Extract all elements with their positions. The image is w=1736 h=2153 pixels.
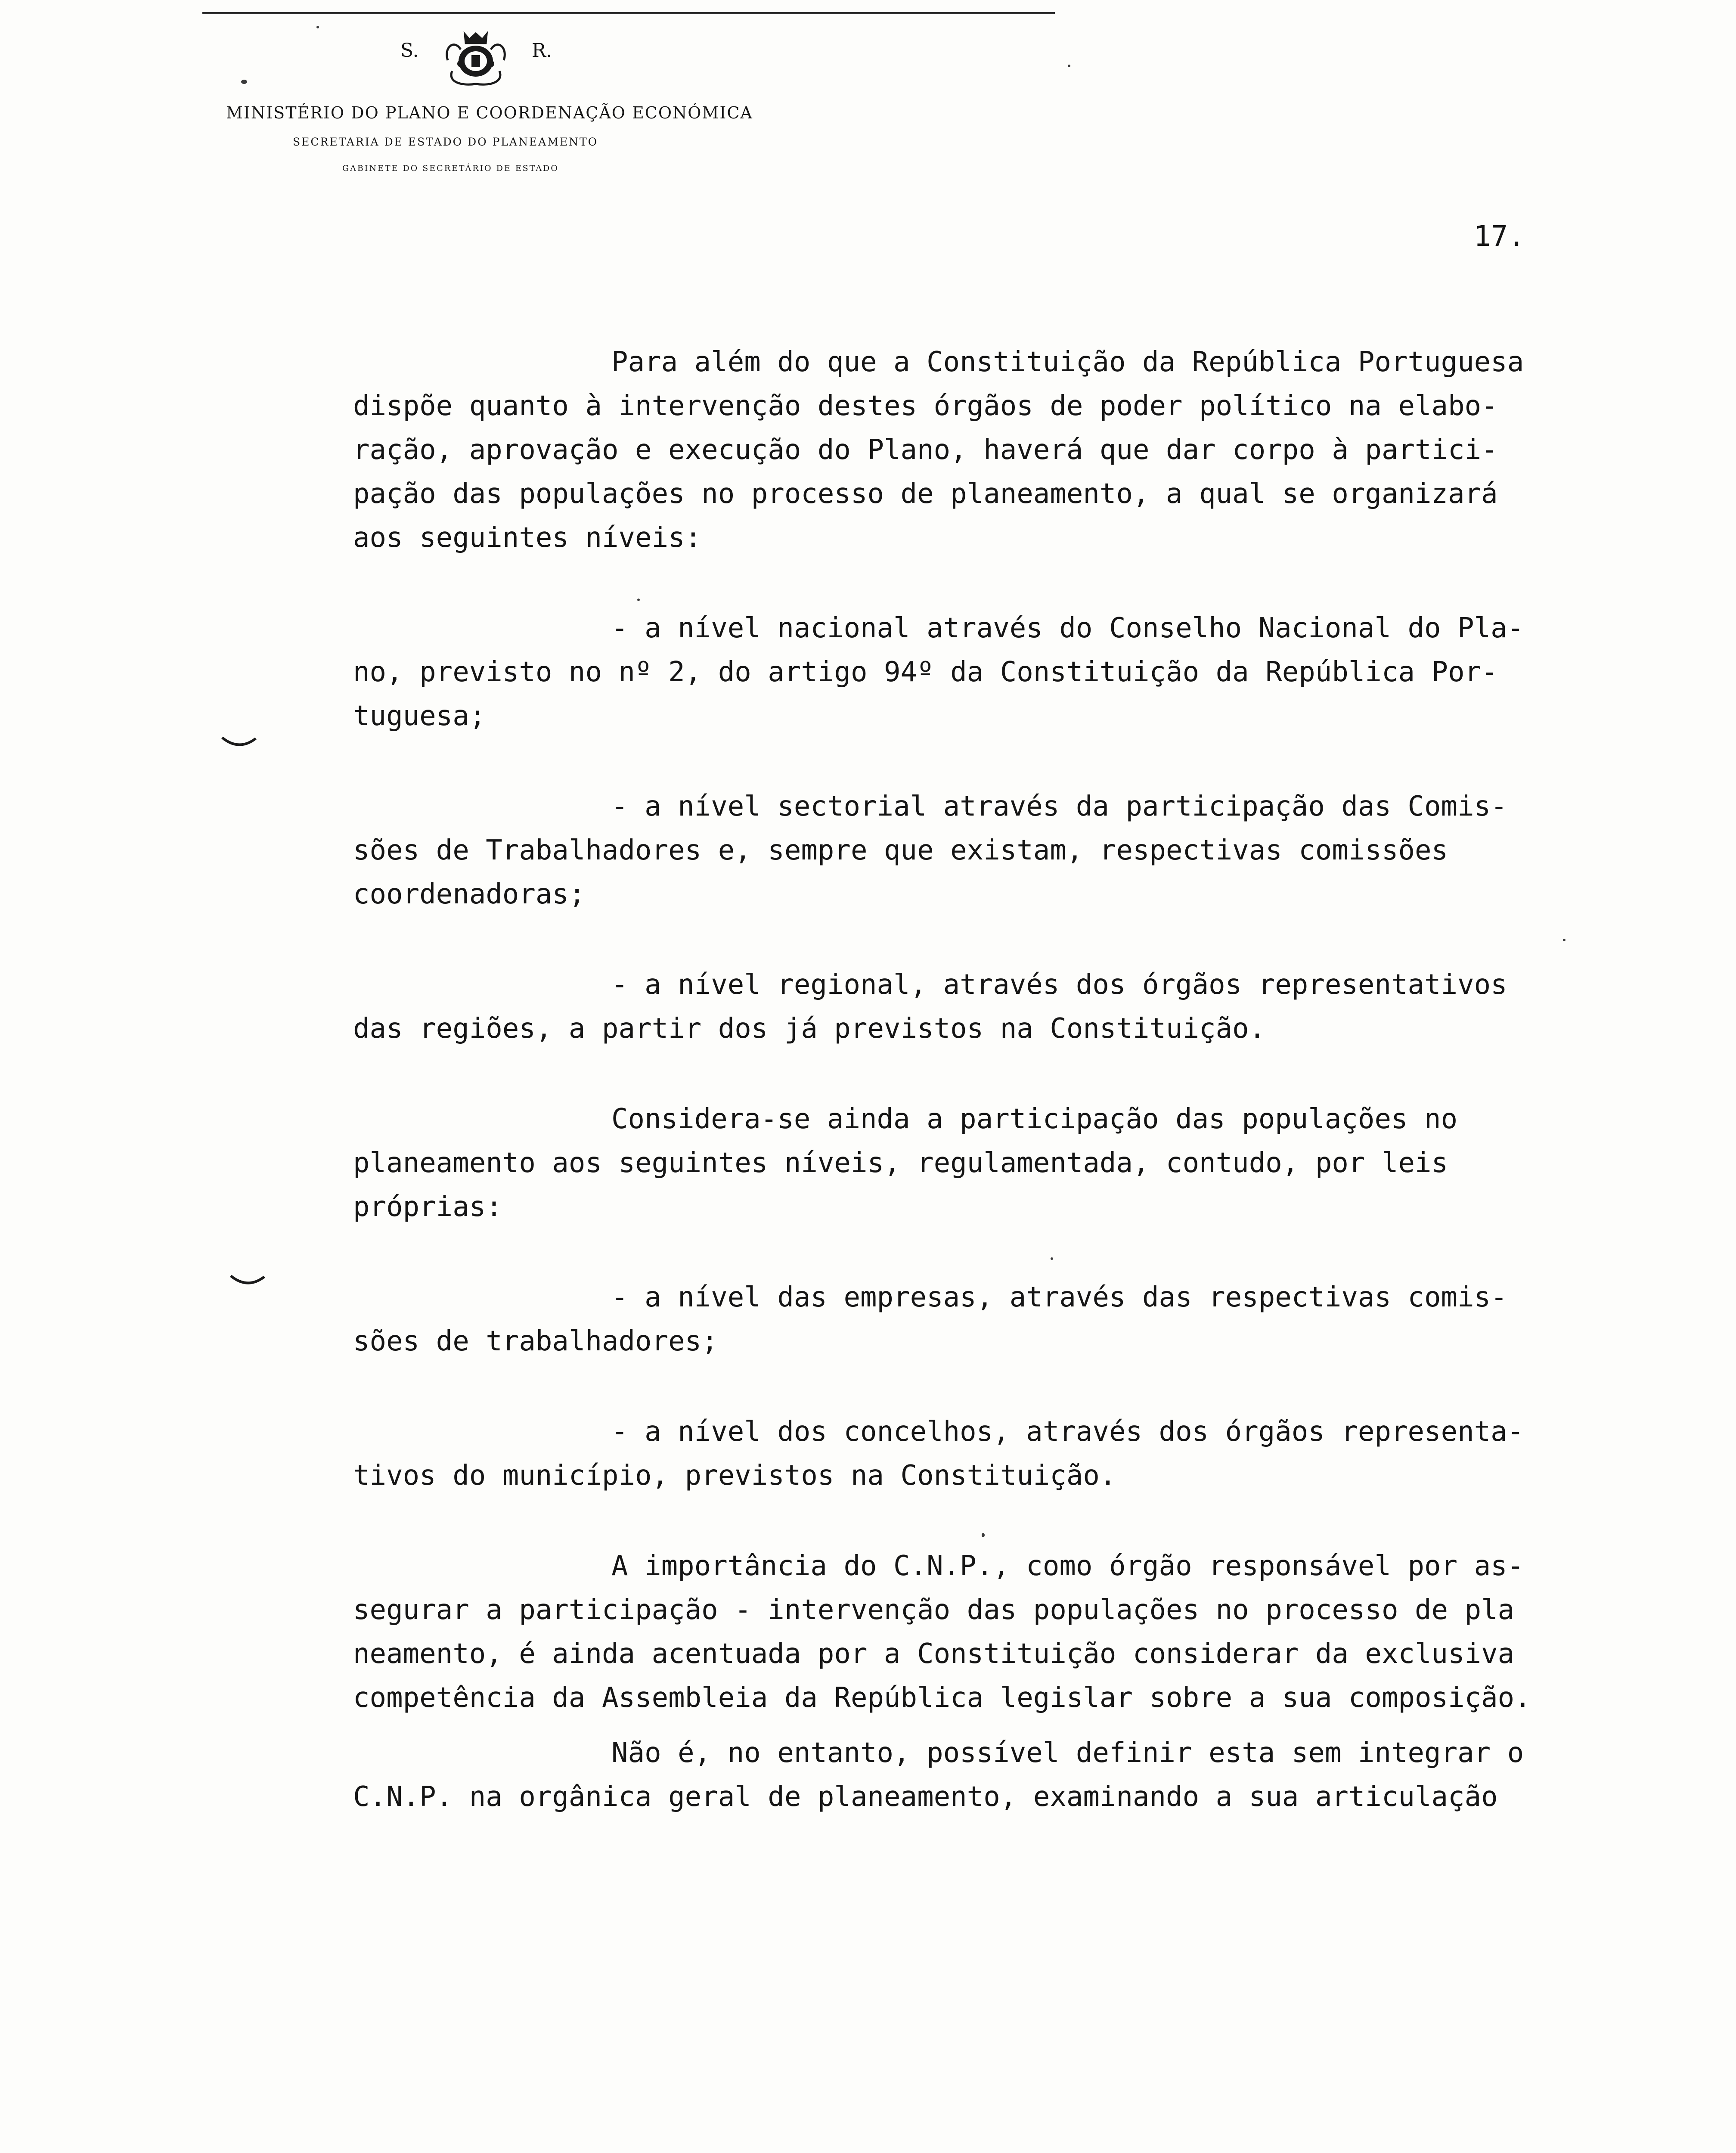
item2-line-1: - a nível sectorial através da participação das Comis- [611,791,1507,822]
scan-speck [1563,939,1566,941]
para1-line-4: pação das populações no processo de planeamento, a qual se organizará [353,478,1498,510]
margin-tick-mark [220,734,258,751]
page-number: 17. [1473,220,1525,253]
item1-line-3: tuguesa; [353,700,486,732]
para4-line-1: Não é, no entanto, possível definir esta sem integrar o [611,1737,1524,1769]
item1-line-2: no, previsto no nº 2, do artigo 94º da Constituição da República Por- [353,656,1498,688]
seal-left-letter: S. [400,40,419,62]
scan-speck [1051,1257,1053,1260]
para3-line-4: competência da Assembleia da República legislar sobre a sua composição. [353,1682,1531,1714]
para4-line-2: C.N.P. na orgânica geral de planeamento, examinando a sua articulação [353,1781,1498,1813]
item4-line-2: sões de trabalhadores; [353,1325,718,1357]
item1-line-1: - a nível nacional através do Conselho Nacional do Pla- [611,612,1524,644]
para3-line-1: A importância do C.N.P., como órgão responsável por as- [611,1550,1524,1582]
body-text [353,340,1649,1819]
scan-speck [982,1533,985,1537]
cabinet-name: GABINETE DO SECRETÁRIO DE ESTADO [342,164,559,173]
ministry-name: MINISTÉRIO DO PLANO E COORDENAÇÃO ECONÓMICA [226,103,753,122]
item2-line-2: sões de Trabalhadores e, sempre que existam, respectivas comissões [353,835,1448,866]
item3-line-1: - a nível regional, através dos órgãos representativos [611,969,1507,1001]
item2-line-3: coordenadoras; [353,878,586,910]
item5-line-1: - a nível dos concelhos, através dos órgãos representa- [611,1416,1524,1448]
secretariat-name: SECRETARIA DE ESTADO DO PLANEAMENTO [293,136,598,148]
scan-speck [316,26,319,28]
item3-line-2: das regiões, a partir dos já previstos na Constituição. [353,1013,1266,1045]
para1-line-5: aos seguintes níveis: [353,522,702,554]
margin-tick-mark [228,1272,267,1290]
coat-of-arms-icon [435,30,517,90]
para2-line-2: planeamento aos seguintes níveis, regulamentada, contudo, por leis [353,1147,1448,1179]
item4-line-1: - a nível das empresas, através das respectivas comis- [611,1281,1507,1313]
scan-speck [1068,65,1070,67]
para1-line-1: Para além do que a Constituição da República Portuguesa [611,346,1524,378]
para2-line-1: Considera-se ainda a participação das populações no [611,1103,1458,1135]
scan-speck [241,80,247,84]
top-rule [202,12,1055,14]
seal-right-letter: R. [532,40,552,62]
para3-line-3: neamento, é ainda acentuada por a Constituição considerar da exclusiva [353,1638,1515,1670]
scan-speck [637,599,640,601]
para2-line-3: próprias: [353,1191,502,1223]
para1-line-3: ração, aprovação e execução do Plano, haverá que dar corpo à partici- [353,434,1498,466]
para1-line-2: dispõe quanto à intervenção destes órgãos de poder político na elabo- [353,390,1498,422]
item5-line-2: tivos do município, previstos na Constituição. [353,1460,1116,1492]
para3-line-2: segurar a participação - intervenção das populações no processo de pla [353,1594,1515,1626]
